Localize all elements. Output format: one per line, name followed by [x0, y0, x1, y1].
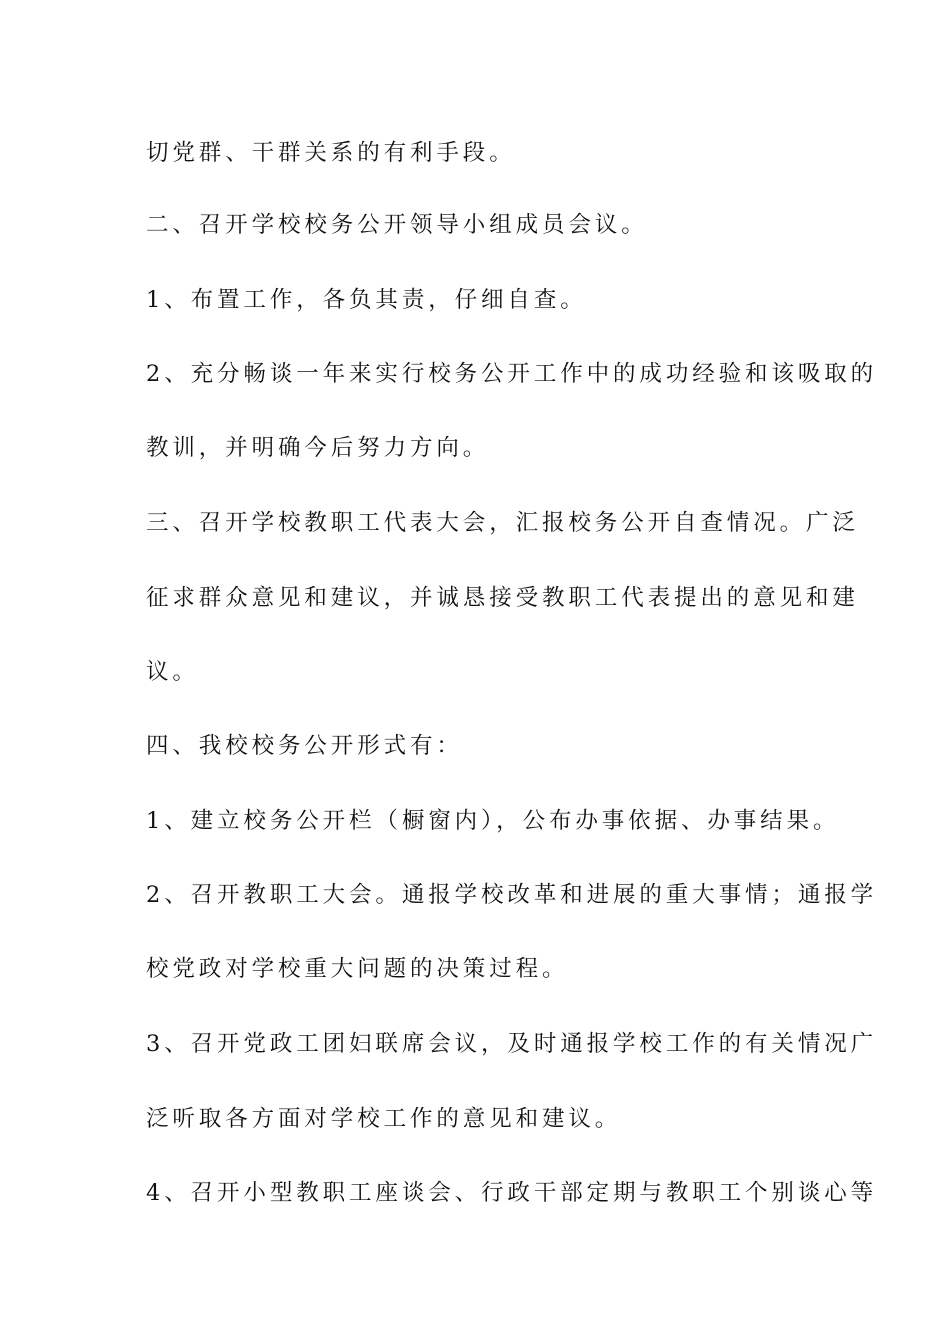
list-item: 2、充分畅谈一年来实行校务公开工作中的成功经验和该吸取的	[146, 361, 878, 387]
list-item: 1、布置工作，各负其责，仔细自查。	[146, 287, 587, 313]
text-line: 征求群众意见和建议，并诚恳接受教职工代表提出的意见和建	[146, 585, 859, 611]
text-line: 校党政对学校重大问题的决策过程。	[146, 956, 569, 982]
list-item: 1、建立校务公开栏（橱窗内），公布办事依据、办事结果。	[146, 808, 840, 834]
section-heading: 二、召开学校校务公开领导小组成员会议。	[146, 212, 648, 238]
text-line: 泛听取各方面对学校工作的意见和建议。	[146, 1106, 622, 1132]
list-item: 2、召开教职工大会。通报学校改革和进展的重大事情；通报学	[146, 882, 878, 908]
section-heading: 四、我校校务公开形式有：	[146, 733, 463, 759]
text-line: 切党群、干群关系的有利手段。	[146, 140, 516, 166]
section-heading: 三、召开学校教职工代表大会，汇报校务公开自查情况。广泛	[146, 510, 859, 536]
text-line: 教训，并明确今后努力方向。	[146, 435, 490, 461]
list-item: 3、召开党政工团妇联席会议，及时通报学校工作的有关情况广	[146, 1031, 878, 1057]
list-item: 4、召开小型教职工座谈会、行政干部定期与教职工个别谈心等	[146, 1180, 878, 1206]
text-line: 议。	[146, 659, 199, 685]
